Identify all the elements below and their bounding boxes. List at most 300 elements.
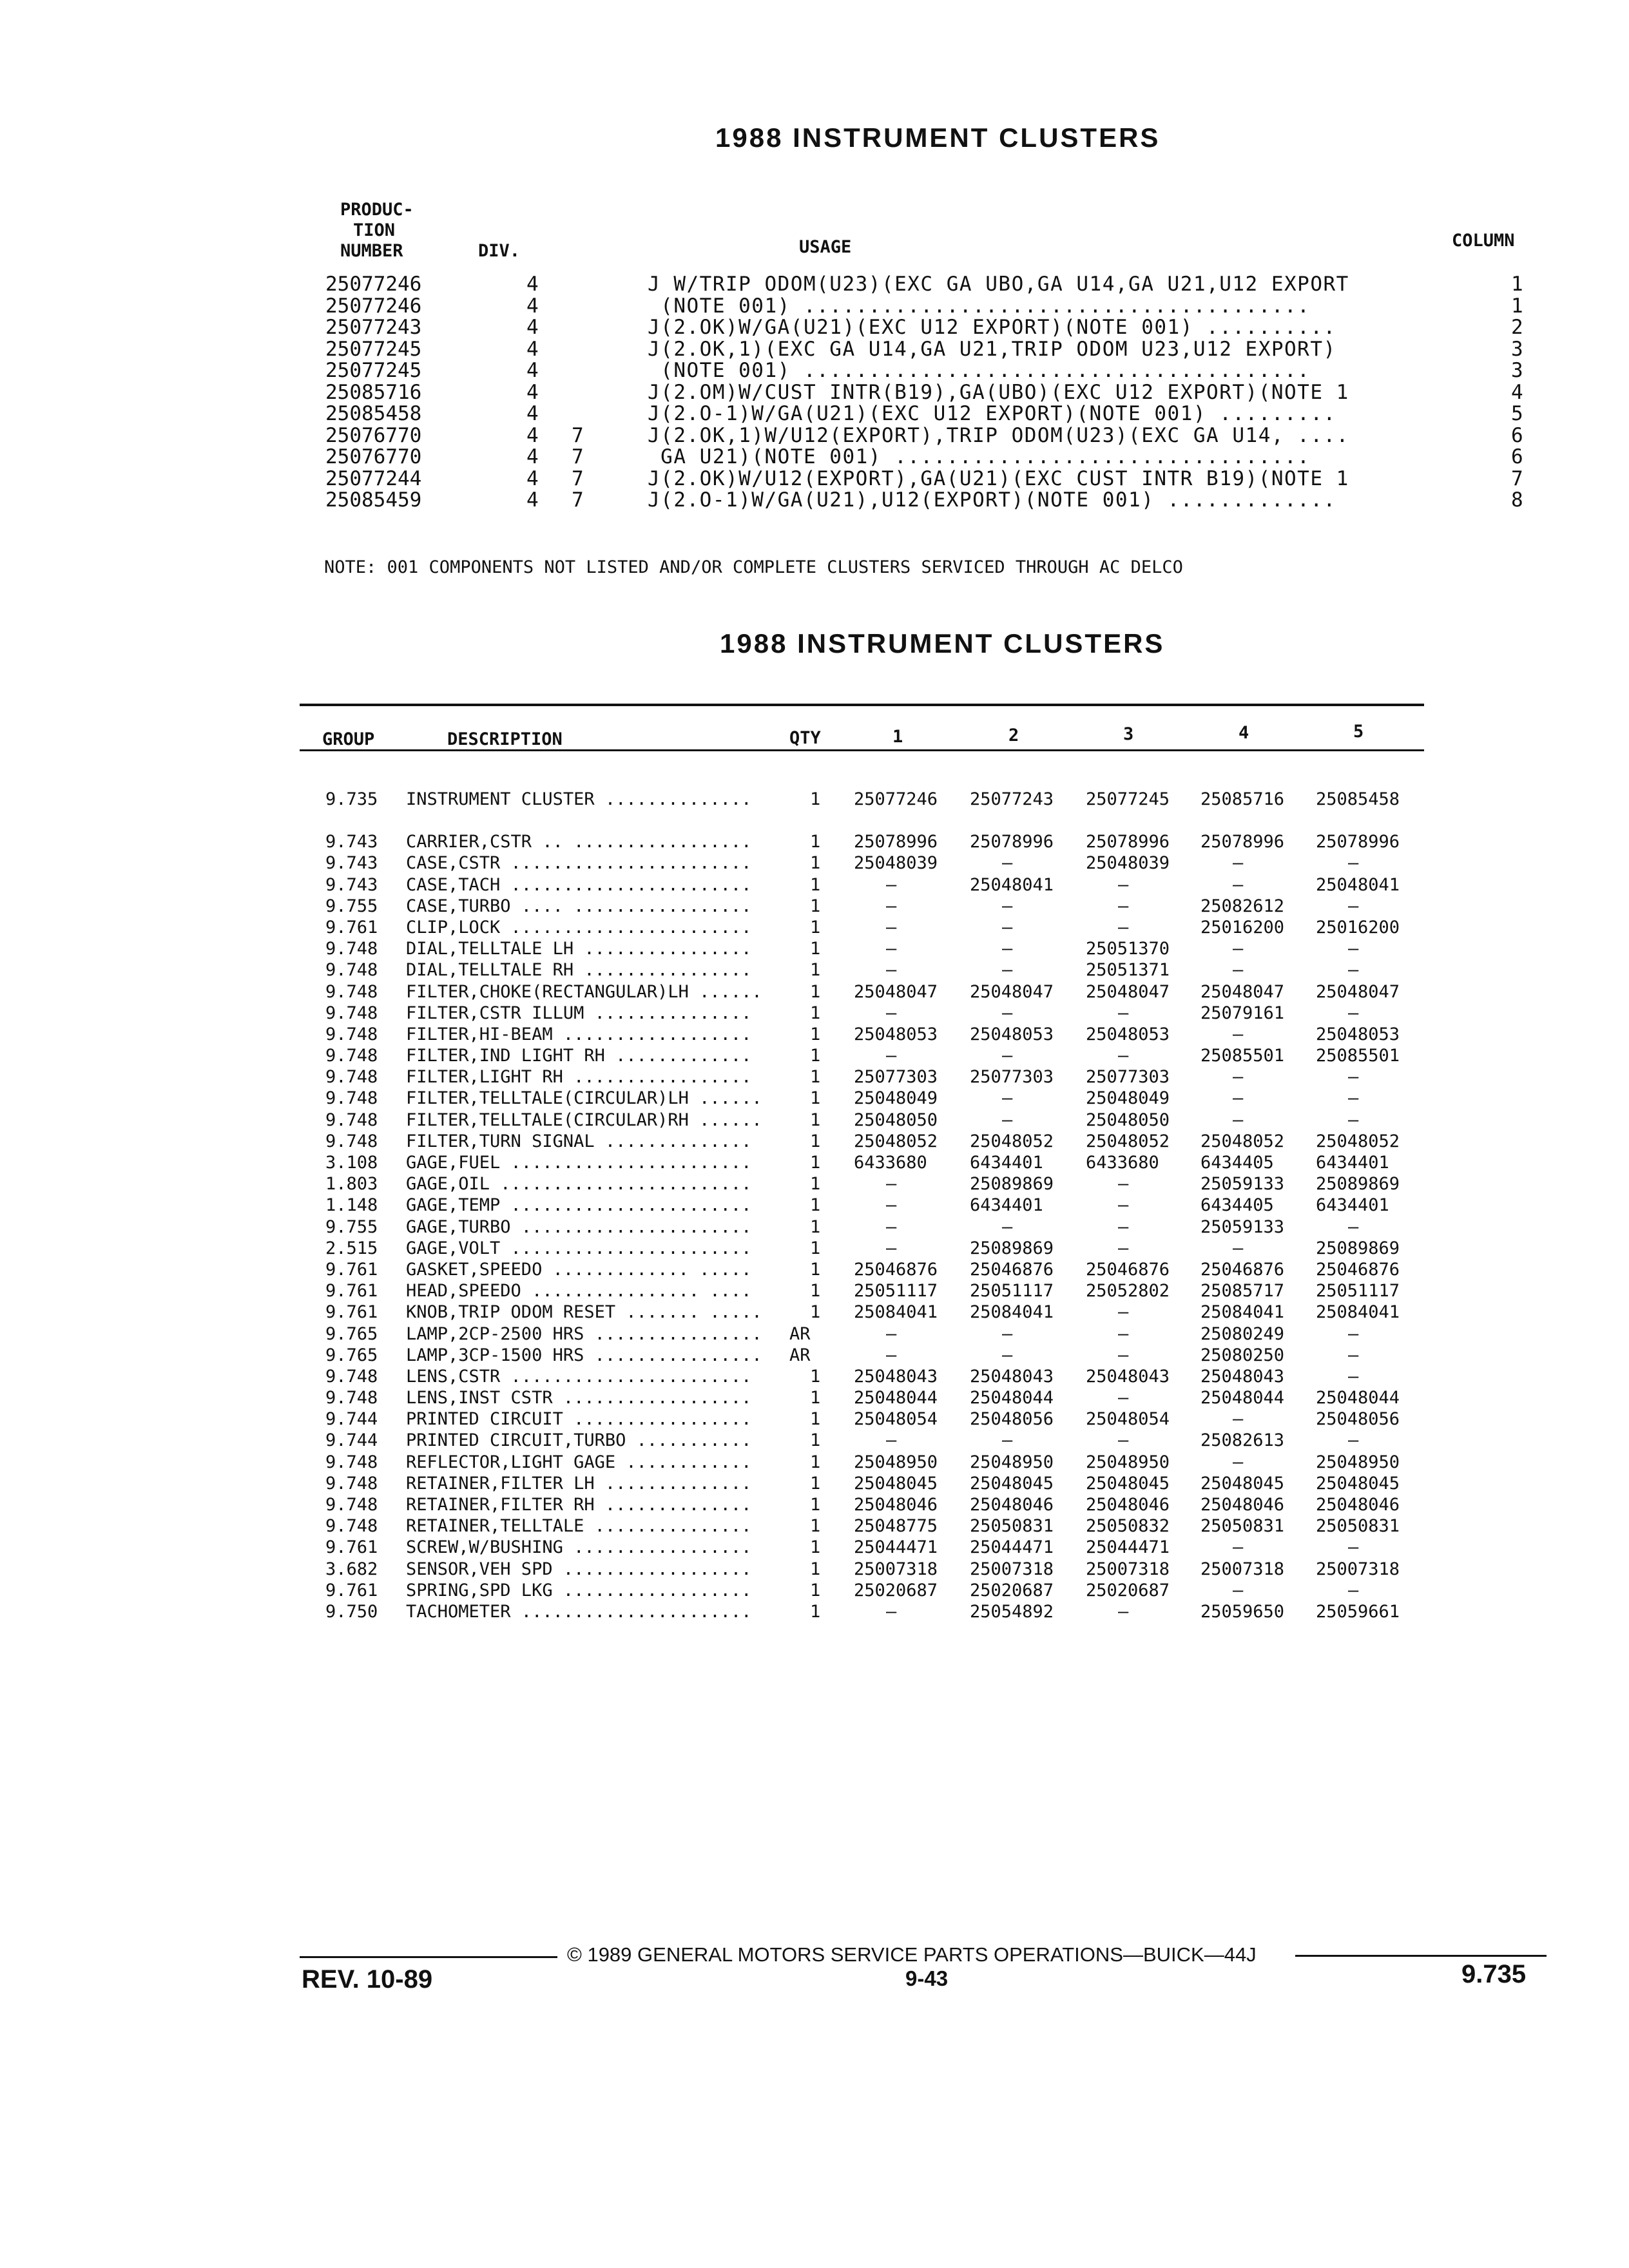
part-number-col2: — xyxy=(1002,853,1013,874)
part-number-col2: — xyxy=(1002,917,1013,937)
quantity: 1 xyxy=(810,1601,821,1622)
part-number-col4: 25080249 xyxy=(1200,1323,1285,1344)
part-number-col3: 25048043 xyxy=(1086,1366,1170,1387)
part-number-col4: 25059133 xyxy=(1200,1174,1285,1195)
part-number-col3: 25050832 xyxy=(1086,1516,1170,1537)
part-number-col3: 25020687 xyxy=(1086,1580,1170,1600)
division: 4 xyxy=(526,402,539,425)
part-number-col2: 25054892 xyxy=(970,1601,1054,1622)
part-number-col3: 25048049 xyxy=(1086,1088,1170,1109)
group-number: 9.755 xyxy=(325,896,378,916)
part-row xyxy=(325,1173,1460,1195)
quantity: 1 xyxy=(810,832,821,852)
part-number-col5: 25084041 xyxy=(1316,1302,1400,1323)
part-number-col2: 6434401 xyxy=(970,1195,1043,1216)
quantity: 1 xyxy=(810,1153,821,1173)
group-number: 9.748 xyxy=(325,1110,378,1130)
part-number-col2: — xyxy=(1002,1430,1013,1451)
part-row xyxy=(325,1323,1460,1345)
part-number-col2: 25044471 xyxy=(970,1537,1054,1558)
part-number-col3: — xyxy=(1118,1388,1129,1408)
column-number: 1 xyxy=(1511,273,1523,296)
part-number-col1: 25048039 xyxy=(854,853,938,874)
part-number-col4: 25007318 xyxy=(1200,1559,1285,1579)
group-number: 9.748 xyxy=(325,1024,378,1044)
group-number: 9.765 xyxy=(325,1323,378,1344)
part-number-col2: — xyxy=(1002,1046,1013,1066)
part-description: PRINTED CIRCUIT ................. xyxy=(406,1409,752,1430)
part-number-col3: 25048045 xyxy=(1086,1473,1170,1494)
part-number-col4: 25080250 xyxy=(1200,1345,1285,1365)
part-number-col1: 25048054 xyxy=(854,1409,938,1430)
part-number-col5: 25016200 xyxy=(1316,917,1400,937)
part-number-col3: — xyxy=(1118,896,1129,916)
part-number-col1: — xyxy=(886,917,897,937)
column-number: 1 xyxy=(1511,294,1523,318)
produc-header-line2: TION xyxy=(353,220,396,240)
part-number-col2: — xyxy=(1002,1345,1013,1365)
division-secondary: 7 xyxy=(572,445,584,468)
footer-left-rule xyxy=(300,1956,557,1958)
quantity: 1 xyxy=(810,1388,821,1408)
copyright-text: © 1989 GENERAL MOTORS SERVICE PARTS OPERATIONS—BUICK—44J xyxy=(567,1943,1257,1966)
part-number-col4: 6434405 xyxy=(1200,1153,1274,1173)
usage-description: (NOTE 001) ....................................... xyxy=(648,359,1311,382)
part-number-col2: 25048053 xyxy=(970,1024,1054,1044)
footer-right-rule xyxy=(1295,1955,1547,1957)
part-number-col1: 25020687 xyxy=(854,1580,938,1600)
part-row xyxy=(325,1088,1460,1109)
group-number: 9.761 xyxy=(325,1302,378,1323)
division: 4 xyxy=(526,488,539,512)
column-number: 6 xyxy=(1511,445,1523,468)
usage-row xyxy=(325,403,1537,425)
quantity: 1 xyxy=(810,1495,821,1515)
part-description: FILTER,CHOKE(RECTANGULAR)LH ...... xyxy=(406,981,762,1002)
quantity: 1 xyxy=(810,1281,821,1302)
column-number: 7 xyxy=(1511,466,1523,490)
part-number-col1: 25048047 xyxy=(854,981,938,1002)
production-number: 25085459 xyxy=(325,488,422,512)
part-number-col2: 25048052 xyxy=(970,1131,1054,1151)
group-number: 9.755 xyxy=(325,1216,378,1237)
part-row xyxy=(325,1387,1460,1408)
quantity: 1 xyxy=(810,960,821,981)
part-row xyxy=(325,1045,1460,1066)
part-number-col4: — xyxy=(1233,939,1244,959)
parts-table-header-rule xyxy=(300,749,1424,751)
group-number: 9.743 xyxy=(325,853,378,874)
part-number-col1: — xyxy=(886,1345,897,1365)
column-number: 3 xyxy=(1511,337,1523,361)
usage-row xyxy=(325,447,1537,468)
part-number-col4: 25082612 xyxy=(1200,896,1285,916)
quantity: 1 xyxy=(810,853,821,874)
division: 4 xyxy=(526,445,539,468)
part-number-col5: 25078996 xyxy=(1316,832,1400,852)
group-header: GROUP xyxy=(322,729,375,749)
parts-table xyxy=(325,789,1460,1622)
part-row xyxy=(325,1366,1460,1387)
part-row xyxy=(325,981,1460,1003)
division: 4 xyxy=(526,294,539,318)
part-number-col2: — xyxy=(1002,1110,1013,1130)
part-description: GASKET,SPEEDO ............. ..... xyxy=(406,1259,752,1280)
part-number-col5: 25007318 xyxy=(1316,1559,1400,1579)
part-row xyxy=(325,1302,1460,1323)
usage-row xyxy=(325,317,1537,339)
part-number-col4: — xyxy=(1233,1067,1244,1088)
part-number-col5: — xyxy=(1348,1216,1359,1237)
produc-header-line3: NUMBER xyxy=(340,241,403,261)
part-number-col1: 25051117 xyxy=(854,1281,938,1302)
usage-table xyxy=(325,274,1537,512)
part-number-col2: 6434401 xyxy=(970,1153,1043,1173)
quantity: 1 xyxy=(810,917,821,937)
part-number-col5: 6434401 xyxy=(1316,1195,1389,1216)
quantity: 1 xyxy=(810,1046,821,1066)
part-description: SCREW,W/BUSHING ................. xyxy=(406,1537,752,1558)
quantity: 1 xyxy=(810,939,821,959)
quantity: 1 xyxy=(810,1537,821,1558)
part-number-col4: — xyxy=(1233,1110,1244,1130)
usage-row xyxy=(325,296,1537,318)
division: 4 xyxy=(526,380,539,404)
group-number: 9.748 xyxy=(325,1452,378,1472)
part-number-col4: 25046876 xyxy=(1200,1259,1285,1280)
part-number-col3: 25048050 xyxy=(1086,1110,1170,1130)
part-number-col3: — xyxy=(1118,1238,1129,1258)
quantity: 1 xyxy=(810,1131,821,1151)
quantity: 1 xyxy=(810,1559,821,1579)
group-number: 3.108 xyxy=(325,1153,378,1173)
production-number: 25077246 xyxy=(325,273,422,296)
group-number: 3.682 xyxy=(325,1559,378,1579)
usage-description: J(2.OK)W/U12(EXPORT),GA(U21)(EXC CUST INTR B19)(NOTE 1 xyxy=(648,466,1349,490)
usage-description: J(2.O-1)W/GA(U21),U12(EXPORT)(NOTE 001) ............. xyxy=(648,488,1336,512)
part-number-col2: 25077303 xyxy=(970,1067,1054,1088)
part-number-col2: — xyxy=(1002,1323,1013,1344)
division-secondary: 7 xyxy=(572,423,584,447)
part-row xyxy=(325,1515,1460,1537)
part-number-col3: — xyxy=(1118,1323,1129,1344)
part-number-col4: — xyxy=(1233,960,1244,981)
quantity: 1 xyxy=(810,1174,821,1195)
part-description: TACHOMETER ...................... xyxy=(406,1601,752,1622)
part-number-col3: — xyxy=(1118,1046,1129,1066)
part-number-col1: 25078996 xyxy=(854,832,938,852)
part-number-col3: 25077245 xyxy=(1086,789,1170,809)
division: 4 xyxy=(526,316,539,339)
part-number-col1: — xyxy=(886,1003,897,1023)
part-number-col4: 25050831 xyxy=(1200,1516,1285,1537)
quantity: 1 xyxy=(810,1302,821,1323)
part-row xyxy=(325,917,1460,938)
part-row xyxy=(325,874,1460,896)
group-number: 9.735 xyxy=(325,789,378,809)
part-row xyxy=(325,1280,1460,1302)
part-number-col5: 25051117 xyxy=(1316,1281,1400,1302)
part-description: GAGE,TURBO ...................... xyxy=(406,1216,752,1237)
quantity: AR xyxy=(789,1345,811,1365)
part-number-col4: — xyxy=(1233,1238,1244,1258)
part-number-col4: — xyxy=(1233,1088,1244,1109)
part-number-col3: — xyxy=(1118,1430,1129,1451)
part-number-col5: 25085501 xyxy=(1316,1046,1400,1066)
part-number-col4: — xyxy=(1233,853,1244,874)
col4-header: 4 xyxy=(1239,723,1249,743)
part-number-col5: — xyxy=(1348,1088,1359,1109)
column-number: 3 xyxy=(1511,359,1523,382)
part-number-col4: — xyxy=(1233,874,1244,895)
part-number-col3: — xyxy=(1118,1195,1129,1216)
column-number: 2 xyxy=(1511,316,1523,339)
quantity: 1 xyxy=(810,1366,821,1387)
part-number-col2: 25089869 xyxy=(970,1174,1054,1195)
part-row xyxy=(325,1066,1460,1088)
part-number-col2: 25048950 xyxy=(970,1452,1054,1472)
part-description: CASE,TURBO .... ................. xyxy=(406,896,752,916)
part-description: FILTER,TURN SIGNAL .............. xyxy=(406,1131,752,1151)
part-description: HEAD,SPEEDO ................ .... xyxy=(406,1281,752,1302)
group-number: 9.748 xyxy=(325,1516,378,1537)
part-number-col5: — xyxy=(1348,1345,1359,1365)
part-number-col2: 25078996 xyxy=(970,832,1054,852)
group-number: 9.744 xyxy=(325,1409,378,1430)
part-number-col3: 25077303 xyxy=(1086,1067,1170,1088)
part-number-col5: — xyxy=(1348,853,1359,874)
part-number-col2: — xyxy=(1002,939,1013,959)
part-number-col5: — xyxy=(1348,939,1359,959)
part-number-col3: 25048052 xyxy=(1086,1131,1170,1151)
group-number: 9.761 xyxy=(325,1259,378,1280)
group-number: 9.748 xyxy=(325,1046,378,1066)
part-description: FILTER,HI-BEAM .................. xyxy=(406,1024,752,1044)
part-number-col3: 25078996 xyxy=(1086,832,1170,852)
part-number-col2: 25048047 xyxy=(970,981,1054,1002)
production-number: 25085716 xyxy=(325,380,422,404)
usage-row xyxy=(325,339,1537,361)
section-number: 9.735 xyxy=(1461,1960,1527,1988)
part-number-col3: — xyxy=(1118,874,1129,895)
part-number-col3: 6433680 xyxy=(1086,1153,1159,1173)
part-description: RETAINER,FILTER RH .............. xyxy=(406,1495,752,1515)
division-secondary: 7 xyxy=(572,466,584,490)
part-number-col5: — xyxy=(1348,896,1359,916)
column-number: 5 xyxy=(1511,402,1523,425)
part-number-col1: — xyxy=(886,874,897,895)
part-description: FILTER,TELLTALE(CIRCULAR)LH ...... xyxy=(406,1088,762,1109)
part-number-col3: — xyxy=(1118,917,1129,937)
part-row xyxy=(325,1580,1460,1601)
division: 4 xyxy=(526,337,539,361)
part-row xyxy=(325,938,1460,959)
production-number: 25077245 xyxy=(325,337,422,361)
part-number-col2: — xyxy=(1002,1216,1013,1237)
section-title: 1988 INSTRUMENT CLUSTERS xyxy=(720,628,1165,658)
quantity: 1 xyxy=(810,1516,821,1537)
quantity: 1 xyxy=(810,1088,821,1109)
part-number-col4: 25048043 xyxy=(1200,1366,1285,1387)
part-number-col5: — xyxy=(1348,1067,1359,1088)
part-description: LENS,INST CSTR .................. xyxy=(406,1388,752,1408)
part-number-col2: 25048056 xyxy=(970,1409,1054,1430)
part-number-col1: — xyxy=(886,896,897,916)
group-number: 9.761 xyxy=(325,1580,378,1600)
parts-table-top-rule xyxy=(300,704,1424,706)
part-number-col5: 25048950 xyxy=(1316,1452,1400,1472)
part-number-col4: 25084041 xyxy=(1200,1302,1285,1323)
part-number-col2: — xyxy=(1002,960,1013,981)
part-number-col5: 25048041 xyxy=(1316,874,1400,895)
group-number: 9.750 xyxy=(325,1601,378,1622)
note-text: NOTE: 001 COMPONENTS NOT LISTED AND/OR COMPLETE CLUSTERS SERVICED THROUGH AC DELCO xyxy=(324,557,1183,577)
part-number-col2: 25051117 xyxy=(970,1281,1054,1302)
div-header: DIV. xyxy=(478,241,521,261)
part-number-col2: — xyxy=(1002,1088,1013,1109)
part-number-col5: 25048053 xyxy=(1316,1024,1400,1044)
part-number-col2: 25050831 xyxy=(970,1516,1054,1537)
part-description: DIAL,TELLTALE RH ................ xyxy=(406,960,752,981)
part-number-col2: — xyxy=(1002,896,1013,916)
quantity: 1 xyxy=(810,1580,821,1600)
part-description: REFLECTOR,LIGHT GAGE ............ xyxy=(406,1452,752,1472)
part-number-col3: — xyxy=(1118,1302,1129,1323)
part-number-col2: 25077243 xyxy=(970,789,1054,809)
part-number-col3: 25048046 xyxy=(1086,1495,1170,1515)
part-number-col3: — xyxy=(1118,1174,1129,1195)
part-number-col4: — xyxy=(1233,1580,1244,1600)
part-description: CASE,CSTR ....................... xyxy=(406,853,752,874)
part-description: LENS,CSTR ....................... xyxy=(406,1366,752,1387)
part-row xyxy=(325,1216,1460,1238)
part-number-col3: 25052802 xyxy=(1086,1281,1170,1302)
usage-description: J(2.OK)W/GA(U21)(EXC U12 EXPORT)(NOTE 001) .......... xyxy=(648,316,1336,339)
group-number: 9.761 xyxy=(325,917,378,937)
part-number-col5: 25046876 xyxy=(1316,1259,1400,1280)
usage-row xyxy=(325,360,1537,382)
usage-header: USAGE xyxy=(799,237,852,257)
part-description: CLIP,LOCK ....................... xyxy=(406,917,752,937)
part-row xyxy=(325,1559,1460,1580)
part-number-col1: 25044471 xyxy=(854,1537,938,1558)
part-row xyxy=(325,1408,1460,1430)
production-number: 25077246 xyxy=(325,294,422,318)
production-number: 25076770 xyxy=(325,445,422,468)
part-number-col2: 25048046 xyxy=(970,1495,1054,1515)
part-number-col1: 25048043 xyxy=(854,1366,938,1387)
col5-header: 5 xyxy=(1353,722,1364,742)
part-number-col5: — xyxy=(1348,1366,1359,1387)
part-number-col1: 25084041 xyxy=(854,1302,938,1323)
part-number-col4: — xyxy=(1233,1024,1244,1044)
part-number-col3: — xyxy=(1118,1216,1129,1237)
part-number-col5: 25048045 xyxy=(1316,1473,1400,1494)
part-number-col4: 25016200 xyxy=(1200,917,1285,937)
col3-header: 3 xyxy=(1123,724,1134,744)
part-row xyxy=(325,1152,1460,1173)
usage-description: J(2.OK,1)W/U12(EXPORT),TRIP ODOM(U23)(EXC GA U14, .... xyxy=(648,423,1349,447)
quantity: 1 xyxy=(810,1452,821,1472)
part-description: SPRING,SPD LKG .................. xyxy=(406,1580,752,1600)
part-description: CASE,TACH ....................... xyxy=(406,874,752,895)
part-number-col3: 25048950 xyxy=(1086,1452,1170,1472)
group-number: 9.743 xyxy=(325,832,378,852)
quantity: 1 xyxy=(810,1216,821,1237)
part-number-col4: 6434405 xyxy=(1200,1195,1274,1216)
column-number: 4 xyxy=(1511,380,1523,404)
group-number: 9.748 xyxy=(325,981,378,1002)
group-number: 2.515 xyxy=(325,1238,378,1258)
column-number: 8 xyxy=(1511,488,1523,512)
part-number-col3: 25048039 xyxy=(1086,853,1170,874)
part-number-col4: 25079161 xyxy=(1200,1003,1285,1023)
group-number: 9.748 xyxy=(325,939,378,959)
part-row xyxy=(325,1238,1460,1259)
column-number: 6 xyxy=(1511,423,1523,447)
part-number-col5: — xyxy=(1348,960,1359,981)
quantity: 1 xyxy=(810,1003,821,1023)
part-number-col4: — xyxy=(1233,1537,1244,1558)
part-number-col1: — xyxy=(886,1430,897,1451)
part-number-col2: 25007318 xyxy=(970,1559,1054,1579)
part-row xyxy=(325,1110,1460,1131)
part-number-col2: 25089869 xyxy=(970,1238,1054,1258)
part-number-col1: — xyxy=(886,1601,897,1622)
part-number-col3: 25007318 xyxy=(1086,1559,1170,1579)
part-number-col1: — xyxy=(886,1195,897,1216)
part-number-col5: 25089869 xyxy=(1316,1238,1400,1258)
part-number-col2: 25048044 xyxy=(970,1388,1054,1408)
part-row xyxy=(325,831,1460,852)
part-number-col1: — xyxy=(886,1238,897,1258)
part-description: GAGE,VOLT ....................... xyxy=(406,1238,752,1258)
part-number-col4: 25048045 xyxy=(1200,1473,1285,1494)
production-number: 25076770 xyxy=(325,423,422,447)
part-row xyxy=(325,959,1460,981)
part-number-col3: — xyxy=(1118,1003,1129,1023)
part-number-col1: 25077246 xyxy=(854,789,938,809)
revision-label: REV. 10-89 xyxy=(302,1965,433,1994)
part-description: DIAL,TELLTALE LH ................ xyxy=(406,939,752,959)
quantity: 1 xyxy=(810,1473,821,1494)
usage-row xyxy=(325,490,1537,512)
part-number-col1: 25007318 xyxy=(854,1559,938,1579)
part-number-col3: 25051371 xyxy=(1086,960,1170,981)
part-row xyxy=(325,789,1460,810)
part-description: FILTER,TELLTALE(CIRCULAR)RH ...... xyxy=(406,1110,762,1130)
part-row xyxy=(325,1430,1460,1451)
quantity: AR xyxy=(789,1323,811,1344)
part-number-col4: — xyxy=(1233,1452,1244,1472)
part-number-col1: 25048775 xyxy=(854,1516,938,1537)
part-row xyxy=(325,1024,1460,1045)
part-number-col1: — xyxy=(886,1046,897,1066)
page-number: 9-43 xyxy=(905,1966,949,1990)
part-row xyxy=(325,1537,1460,1558)
part-description: GAGE,OIL ........................ xyxy=(406,1174,752,1195)
usage-description: J W/TRIP ODOM(U23)(EXC GA UBO,GA U14,GA U21,U12 EXPORT xyxy=(648,273,1349,296)
part-number-col5: 25085458 xyxy=(1316,789,1400,809)
part-number-col1: 25077303 xyxy=(854,1067,938,1088)
qty-header: QTY xyxy=(789,728,821,748)
part-description: LAMP,3CP-1500 HRS ................ xyxy=(406,1345,762,1365)
group-number: 9.743 xyxy=(325,874,378,895)
part-description: FILTER,CSTR ILLUM ............... xyxy=(406,1003,752,1023)
part-number-col1: 25048045 xyxy=(854,1473,938,1494)
part-number-col5: 6434401 xyxy=(1316,1153,1389,1173)
part-number-col5: 25048044 xyxy=(1316,1388,1400,1408)
